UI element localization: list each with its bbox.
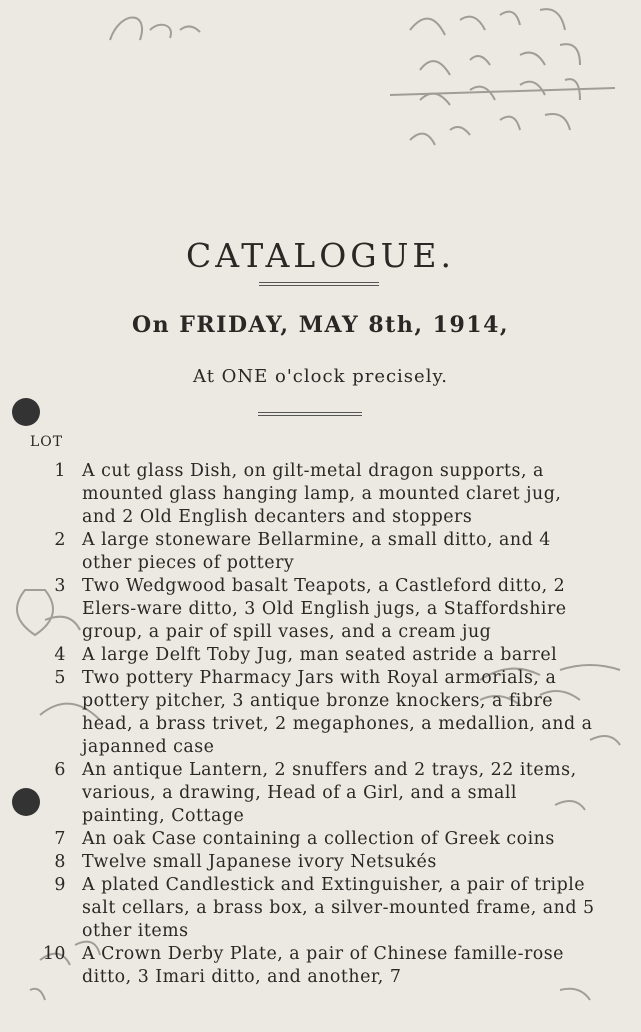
time-divider [258,415,362,416]
lot-item [0,667,641,759]
lot-item [0,874,641,943]
lot-number: 7 [54,829,66,849]
lot-number: 6 [54,760,66,780]
sale-time: At ONE o'clock precisely. [193,366,448,387]
lot-number: 4 [54,645,66,665]
lot-item [0,943,641,989]
lot-description: A Crown Derby Plate, a pair of Chinese famille-rose ditto, 3 Imari ditto, and another, 7 [82,944,564,987]
handwritten-annotation-top-left [110,6,113,41]
lot-number: 10 [42,944,66,964]
lot-number: 5 [54,668,66,688]
lot-description: An antique Lantern, 2 snuffers and 2 trays, 22 items, various, a drawing, Head of a Girl, and a small painting, Cottage [82,760,577,826]
lot-item [0,460,641,529]
lot-description: A large Delft Toby Jug, man seated astride a barrel [82,645,558,665]
catalogue-title: CATALOGUE. [185,236,456,275]
lot-description: A plated Candlestick and Extinguisher, a pair of triple salt cellars, a brass box, a silver-mounted frame, and 5 other items [82,875,595,941]
lot-item [0,529,641,575]
lot-description: Two Wedgwood basalt Teapots, a Castleford ditto, 2 Elers-ware ditto, 3 Old English jugs, a Staffordshire group, a pair of spill vases, and a cream jug [82,576,567,642]
lot-number: 8 [54,852,66,872]
lot-description: A large stoneware Bellarmine, a small ditto, and 4 other pieces of pottery [82,530,551,573]
lot-item [0,759,641,828]
title-divider [259,282,379,283]
lot-item [0,575,641,644]
lot-description: A cut glass Dish, on gilt-metal dragon supports, a mounted glass hanging lamp, a mounted claret jug, and 2 Old English decanters and stoppers [82,461,562,527]
lot-number: 9 [54,875,66,895]
lot-description: Twelve small Japanese ivory Netsukés [82,852,437,872]
binding-hole [12,398,40,426]
lot-number: 1 [54,461,66,481]
lot-description: An oak Case containing a collection of Greek coins [82,829,555,849]
sale-date: On FRIDAY, MAY 8th, 1914, [131,312,510,338]
lot-description: Two pottery Pharmacy Jars with Royal armorials, a pottery pitcher, 3 antique bronze knockers, a fibre head, a brass trivet, 2 megaphones, a medallion, and a japanned case [82,668,593,757]
time-divider [258,412,362,413]
lot-list [0,460,641,989]
lot-item [0,644,641,667]
lot-item [0,851,641,874]
title-divider [259,285,379,286]
lot-item [0,828,641,851]
lot-number: 3 [54,576,66,596]
lot-number: 2 [54,530,66,550]
lot-column-header: LOT [30,434,64,450]
